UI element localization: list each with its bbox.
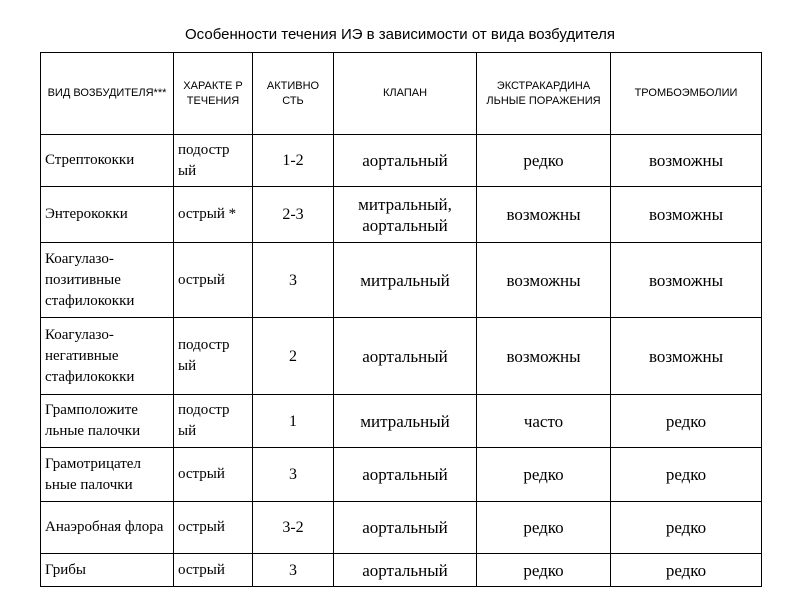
cell-extracardiac: редко [477, 502, 611, 554]
header-thromboembolism: ТРОМБОЭМБОЛИИ [611, 53, 762, 135]
cell-thromboembolism: возможны [611, 187, 762, 243]
cell-valve: аортальный [334, 448, 477, 502]
cell-extracardiac: редко [477, 554, 611, 587]
cell-activity: 1 [253, 395, 334, 448]
table-row [41, 187, 762, 243]
cell-extracardiac: часто [477, 395, 611, 448]
cell-activity: 2 [253, 318, 334, 395]
cell-course: острый [174, 243, 253, 318]
cell-valve: митральный [334, 395, 477, 448]
cell-course: подостр ый [174, 395, 253, 448]
cell-extracardiac: возможны [477, 243, 611, 318]
header-extracardiac: ЭКСТРАКАРДИНА ЛЬНЫЕ ПОРАЖЕНИЯ [477, 53, 611, 135]
table-row [41, 554, 762, 587]
cell-activity: 3 [253, 554, 334, 587]
cell-activity: 1-2 [253, 135, 334, 187]
cell-course: подостр ый [174, 318, 253, 395]
cell-extracardiac: редко [477, 448, 611, 502]
cell-pathogen: Коагулазо-позитивные стафилококки [41, 243, 174, 318]
cell-pathogen: Анаэробная флора [41, 502, 174, 554]
cell-thromboembolism: редко [611, 554, 762, 587]
pathogen-table [40, 52, 762, 587]
header-valve: КЛАПАН [334, 53, 477, 135]
cell-pathogen: Стрептококки [41, 135, 174, 187]
cell-thromboembolism: редко [611, 448, 762, 502]
table-row [41, 318, 762, 395]
cell-valve: аортальный [334, 135, 477, 187]
header-course: ХАРАКТЕ Р ТЕЧЕНИЯ [174, 53, 253, 135]
cell-extracardiac: редко [477, 135, 611, 187]
cell-course: острый [174, 448, 253, 502]
cell-course: острый [174, 554, 253, 587]
table-row [41, 448, 762, 502]
cell-thromboembolism: возможны [611, 243, 762, 318]
header-row [41, 53, 762, 135]
cell-course: острый [174, 502, 253, 554]
cell-pathogen: Грамотрицател ьные палочки [41, 448, 174, 502]
page-title: Особенности течения ИЭ в зависимости от вида возбудителя [185, 26, 615, 43]
cell-extracardiac: возможны [477, 187, 611, 243]
cell-thromboembolism: редко [611, 395, 762, 448]
table-row [41, 135, 762, 187]
table-row [41, 502, 762, 554]
cell-valve: митральный [334, 243, 477, 318]
cell-pathogen: Коагулазо-негативные стафилококки [41, 318, 174, 395]
table-row [41, 243, 762, 318]
cell-valve: аортальный [334, 318, 477, 395]
cell-activity: 3-2 [253, 502, 334, 554]
cell-pathogen: Грамположите льные палочки [41, 395, 174, 448]
cell-course: острый * [174, 187, 253, 243]
cell-valve: аортальный [334, 502, 477, 554]
cell-activity: 3 [253, 448, 334, 502]
cell-valve: аортальный [334, 554, 477, 587]
table-row [41, 395, 762, 448]
header-activity: АКТИВНО СТЬ [253, 53, 334, 135]
cell-activity: 2-3 [253, 187, 334, 243]
cell-pathogen: Энтерококки [41, 187, 174, 243]
cell-thromboembolism: возможны [611, 318, 762, 395]
cell-extracardiac: возможны [477, 318, 611, 395]
cell-pathogen: Грибы [41, 554, 174, 587]
cell-activity: 3 [253, 243, 334, 318]
cell-thromboembolism: возможны [611, 135, 762, 187]
cell-valve: митральный, аортальный [334, 187, 477, 243]
cell-course: подостр ый [174, 135, 253, 187]
cell-thromboembolism: редко [611, 502, 762, 554]
header-pathogen: ВИД ВОЗБУДИТЕЛЯ*** [41, 53, 174, 135]
